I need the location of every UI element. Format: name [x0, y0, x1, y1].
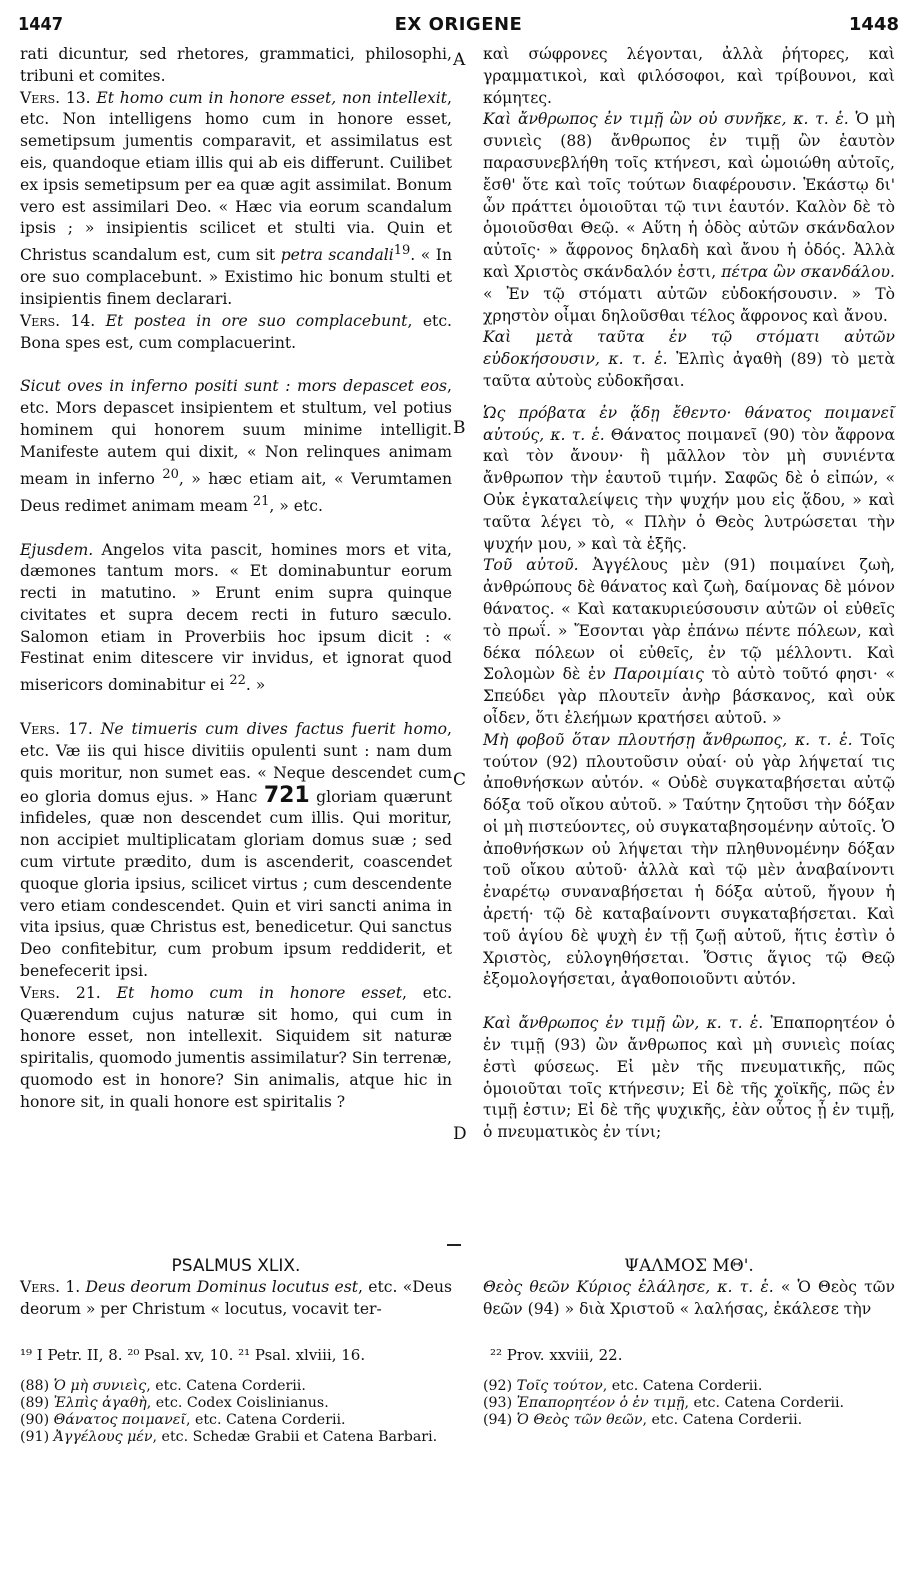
verse-lemma: Ὡς πρόβατα ἐν ᾅδῃ ἔθεντο· θάνατος ποιμανεῖ αὐτούς, κ. τ. ἑ. — [483, 403, 895, 444]
note-marker: (90) — [763, 425, 796, 444]
footnote-ref: 20 — [162, 466, 179, 482]
verse-lemma: Et homo cum in honore esset — [116, 983, 402, 1002]
verse-lemma: Et homo cum in honore esset, non intellexit — [96, 88, 448, 107]
latin-ejusdem: Ejusdem. Angelos vita pascit, homines mors et vita, dæmones tantum mors. « Et dominabuntur eorum recti in matutino. » Erunt enim supra quinque civitates et supra decem recti in futuro sæculo. Salomon etiam in Proverbiis hoc ipsum dicit : « Festinat enim ditescere vir invidus, et ignorat quod misericors dominabitur ei $^{22}$. » — [20, 540, 452, 695]
latin-verse-13: Vers. 13. Et homo cum in honore esset, non intellexit, etc. Non intelligens homo cum in honore esset, semetipsum jumentis comparavit, et assimilatus est eis, quandoque etiam illis qui ab eis differunt. Cuilibet ex ipsis semetipsum per ea quæ agit assimilat. Bonum vero est assimilari Deo. « Hæc via eorum scandalum ipsis ; » insipientis scilicet et stulti via. Quin et Christus scandalum est, cum sit petra scandali$^{19}$. « In ore suo complacebunt. » Existimo hic bonum stulti et insipientis finem declarari. — [20, 88, 452, 308]
verse-lemma: Τοῦ αὐτοῦ. — [483, 556, 579, 575]
greek-verse-13: Καὶ ἄνθρωπος ἐν τιμῇ ὢν οὐ συνῆκε, κ. τ. ἑ. Ὁ μὴ συνιεὶς (88) ἄνθρωπος ἐν τιμῇ ὢν ἑαυτὸν παρασυνεβλήθη τοῖς κτήνεσι, καὶ ὡμοιώθη αὐτοῖς, ἔσθ' ὅτε καὶ τοῖς τούτων διαφέρουσιν. Ἑκάστῳ δι' ὧν πράττει ὁμοιοῦται τῷ τινι ἑαυτόν. Καλὸν δὲ τὸ ὁμοιοῦσθαι Θεῷ. « Αὕτη ἡ ὁδὸς αὐτῶν σκάνδαλον αὐτοῖς· » ἄφρονος δηλαδὴ καὶ ἄνου ἡ ὁδός. Ἀλλὰ καὶ Χριστὸς σκάνδαλόν ἐστι, πέτρα ὢν σκανδάλου. « Ἐν τῷ στόματι αὐτῶν εὐδοκήσουσιν. » Τὸ χρηστὸν οἶμαι δηλοῦσθαι τέλος ἄφρονος καὶ ἄνου. — [483, 110, 895, 325]
latin-paragraph: rati dicuntur, sed rhetores, grammatici, philosophi, tribuni et comites. — [20, 45, 452, 85]
greek-column — [483, 44, 895, 1144]
margin-letter-d: D — [453, 1124, 467, 1144]
verse-lemma: Καὶ ἄνθρωπος ἐν τιμῇ ὢν, κ. τ. ἑ. — [483, 1014, 764, 1033]
section-divider — [447, 1244, 461, 1246]
verse-label: Vers. 1. — [20, 1278, 81, 1296]
latin-column — [20, 44, 452, 1114]
running-title: EX ORIGENE — [394, 14, 523, 35]
note-marker: (92) — [545, 752, 578, 771]
page-header — [18, 14, 899, 42]
scripture-refs-left: ¹⁹ I Petr. II, 8. ²⁰ Psal. xv, 10. ²¹ Psal. xlviii, 16. — [20, 1346, 366, 1364]
note-item: (91) Ἀγγέλους μέν, etc. Schedæ Grabii et Catena Barbari. — [20, 1429, 438, 1445]
psalm-latin-verse-1: Vers. 1. Deus deorum Dominus locutus est, etc. «Deus deorum » per Christum « locutus, vocavit ter- — [20, 1278, 453, 1318]
margin-letter-a: A — [453, 50, 466, 70]
greek-ejusdem: Τοῦ αὐτοῦ. Ἀγγέλους μὲν (91) ποιμαίνει ζωὴ, ἀνθρώπους δὲ θάνατος καὶ ζωὴ, δαίμονας δὲ μόνον θάνατος. « Καὶ κατακυριεύσουσιν αὐτῶν οἱ εὐθεῖς τὸ πρωΐ. » Ἔσονται γὰρ ἐπάνω πέντε πόλεων, καὶ δέκα πόλεων οἱ εὐθεῖς, ἐν τῷ μέλλοντι. Καὶ Σολομὼν δὲ ἐν Παροιμίαις τὸ αὐτὸ τοῦτό φησι· « Σπεύδει γὰρ πλουτεῖν ἀνὴρ βάσκανος, καὶ οὐκ οἶδεν, ὅτι ἐλεήμων κρατήσει αὐτοῦ. » — [483, 556, 895, 727]
note-marker: (89) — [790, 350, 823, 369]
notes-left — [20, 1378, 460, 1446]
verse-label: Vers. 17. — [20, 720, 93, 739]
greek-verse-17: Μὴ φοβοῦ ὅταν πλουτήσῃ ἄνθρωπος, κ. τ. ἑ. Τοῖς τούτον (92) πλουτοῦσιν οὐαί· οὐ γὰρ λήψεταί τις ἀποθνήσκων αὐτόν. « Οὐδὲ συγκαταβήσεται αὐτῷ δόξα τοῦ οἴκου αὐτοῦ. » Ταύτην ζητοῦσι τὴν δόξαν οἱ μὴ πιστεύοντες, οὐ συγκαταβησομένην αὐτοῖς. Ὁ ἀποθνήσκων οὐ λήψεται τὴν πληθυνομένην δόξαν τοῦ οἴκου αὐτοῦ· ἀλλὰ καὶ τῷ μὲν ἀναβαίνοντι ἐναρέτῳ συναναβήσεται ἡ δόξα αὐτοῦ, ἤγουν ἡ ἀρετή· τῷ δὲ καταβαίνοντι συγκαταβήσεται. Καὶ τοῦ ἁγίου δὲ ψυχὴ ἐν τῇ ζωῇ αὐτοῦ, ἥτις ἐστὶν ὁ Χριστὸς, εὐλογηθήσεται. Ὅστις ἅγιος τῷ Θεῷ ἐξομολογήσεται, ἀγαθοποιοῦντι αὐτόν. — [483, 730, 896, 989]
greek-sicut: Ὡς πρόβατα ἐν ᾅδῃ ἔθεντο· θάνατος ποιμανεῖ αὐτούς, κ. τ. ἑ. Θάνατος ποιμανεῖ (90) τὸν ἄφρονα καὶ τὸν ἄνουν· ἢ μᾶλλον τὸν μὴ συνιέντα ἄνθρωπον τὴν ἑαυτοῦ τιμήν. Σαφῶς δὲ ὁ εἰπών, « Οὐκ ἐγκαταλείψεις τὴν ψυχήν μου εἰς ᾅδου, » καὶ ταῦτα λέγει τὸ, « Πλὴν ὁ Θεὸς λυτρώσεται τὴν ψυχήν μου, » καὶ τὰ ἑξῆς. — [483, 403, 895, 553]
note-item: (90) Θάνατος ποιμανεῖ, etc. Catena Corderii. — [20, 1412, 346, 1428]
footnote-ref: 19 — [393, 243, 411, 259]
footnote-ref: 22 — [229, 673, 246, 689]
latin-verse-17: Vers. 17. Ne timueris cum dives factus fuerit homo, etc. Væ iis qui hisce divitiis opulenti sunt : nam dum quis moritur, non sumet eas. « Neque descendet cum eo gloria domus ejus. » Hanc 721 gloriam quærunt infideles, quæ non descendet cum illis. Qui moritur, non accipiet multiplicatam gloriam domus suæ ; sed cum virtute prædito, dum is ascenderit, coascendet quoque gloria ipsius, scilicet virtus ; cum descendente vero etiam condescendet. Quin et viri sancti anima in vita ipsius, quæ Christus est, benedicetur. Qui sanctus Deo confitebitur, cum probum ipsum reddiderit, et benefecerit ipsi. — [20, 720, 452, 981]
psalm-greek-verse-1: Θεὸς θεῶν Κύριος ἐλάλησε, κ. τ. ἑ. « Ὁ Θεὸς τῶν θεῶν (94) » διὰ Χριστοῦ « λαλήσας, ἐκάλεσε τὴν — [483, 1278, 896, 1318]
note-item: (94) Ὁ Θεὸς τῶν θεῶν, etc. Catena Corderii. — [483, 1412, 803, 1428]
greek-verse-21: Καὶ ἄνθρωπος ἐν τιμῇ ὢν, κ. τ. ἑ. Ἐπαπορητέον ὁ ἐν τιμῇ (93) ὢν ἄνθρωπος καὶ μὴ συνιεὶς ποίας ἐστὶ φύσεως. Εἰ μὲν τῆς πνευματικῆς, πῶς ὁμοιοῦται τοῖς κτήνεσιν; Εἰ δὲ τῆς χοϊκῆς, πῶς ἐν τιμῇ ἐστιν; Εἰ δὲ τῆς ψυχικῆς, ἐὰν οὗτος ᾖ ἐν τιμῇ, ὁ πνευματικὸς ἐν τίνι; — [483, 1014, 896, 1142]
verse-label: Vers. 21. — [20, 983, 101, 1002]
latin-verse-14: Vers. 14. Et postea in ore suo complacebunt, etc. Bona spes est, cum complacuerint. — [20, 311, 453, 352]
latin-verse-21: Vers. 21. Et homo cum in honore esset, etc. Quærendum cujus naturæ sit homo, qui cum in honore esset, non intellexit. Siquidem sit naturæ spiritalis, quomodo jumentis assimilatur? Sin terrenæ, quomodo est in honore? Sin animalis, atque hic in honore sit, in quali honore est spiritalis ? — [20, 983, 452, 1111]
verse-lemma: Καὶ ἄνθρωπος ἐν τιμῇ ὢν οὐ συνῆκε, κ. τ. ἑ. — [483, 110, 849, 129]
note-marker: (93) — [554, 1036, 587, 1055]
note-marker: (88) — [560, 132, 593, 151]
page-number-left: 1447 — [18, 14, 64, 35]
margin-letter-c: C — [453, 770, 467, 790]
verse-lemma: Et postea in ore suo complacebunt — [105, 311, 408, 330]
verse-label: Vers. 13. — [20, 88, 91, 107]
verse-lemma: Deus deorum Dominus locutus est — [85, 1278, 358, 1296]
note-marker: (91) — [723, 556, 756, 575]
note-item: (89) Ἐλπὶς ἀγαθὴ, etc. Codex Coislinianus. — [20, 1395, 329, 1411]
note-item: (93) Ἐπαπορητέον ὁ ἐν τιμῇ, etc. Catena Corderii. — [483, 1395, 845, 1411]
greek-paragraph: καὶ σώφρονες λέγονται, ἀλλὰ ῥήτορες, καὶ γραμματικοὶ, καὶ φιλόσοφοι, καὶ τρίβουνοι, καὶ κόμητες. — [483, 45, 895, 107]
verse-lemma: Θεὸς θεῶν Κύριος ἐλάλησε, κ. τ. ἑ. — [483, 1278, 774, 1296]
note-item: (92) Τοῖς τούτον, etc. Catena Corderii. — [483, 1378, 763, 1394]
verse-lemma: Ejusdem. — [20, 540, 94, 559]
verse-label: Vers. 14. — [20, 311, 96, 330]
note-marker: (94) — [527, 1299, 560, 1318]
scripture-refs-right: ²² Prov. xxviii, 22. — [490, 1346, 623, 1364]
column-number: 721 — [263, 782, 310, 808]
psalm-title-latin: PSALMUS XLIX. — [171, 1256, 301, 1276]
verse-lemma: Ne timueris cum dives factus fuerit homo — [100, 720, 448, 739]
verse-lemma: Καὶ μετὰ ταῦτα ἐν τῷ στόματι αὐτῶν εὐδοκήσουσιν, κ. τ. ἑ. — [483, 328, 895, 369]
greek-verse-14: Καὶ μετὰ ταῦτα ἐν τῷ στόματι αὐτῶν εὐδοκήσουσιν, κ. τ. ἑ. Ἐλπὶς ἀγαθὴ (89) τὸ μετὰ ταῦτα αὐτοὺς εὐδοκῆσαι. — [483, 328, 895, 390]
psalm-title-greek: ΨΑΛΜΟΣ ΜΘ'. — [624, 1256, 754, 1276]
verse-lemma: Sicut oves in inferno positi sunt : mors depascet eos — [20, 377, 448, 396]
footnote-ref: 21 — [252, 493, 270, 509]
notes-right — [483, 1378, 895, 1429]
page-number-right: 1448 — [848, 14, 899, 35]
latin-sicut: Sicut oves in inferno positi sunt : mors depascet eos, etc. Mors depascet insipientem et stultum, vel potius hominem qui honorem suum minime intelligit. Manifeste autem qui dixit, « Non relinques animam meam in inferno $^{20}$, » hæc etiam ait, « Verumtamen Deus redimet animam meam $^{21}$, » etc. — [20, 377, 452, 515]
verse-lemma: Μὴ φοβοῦ ὅταν πλουτήσῃ ἄνθρωπος, κ. τ. ἑ. — [483, 730, 853, 749]
margin-letter-b: B — [453, 418, 466, 438]
note-item: (88) Ὁ μὴ συνιεὶς, etc. Catena Corderii. — [20, 1378, 306, 1394]
